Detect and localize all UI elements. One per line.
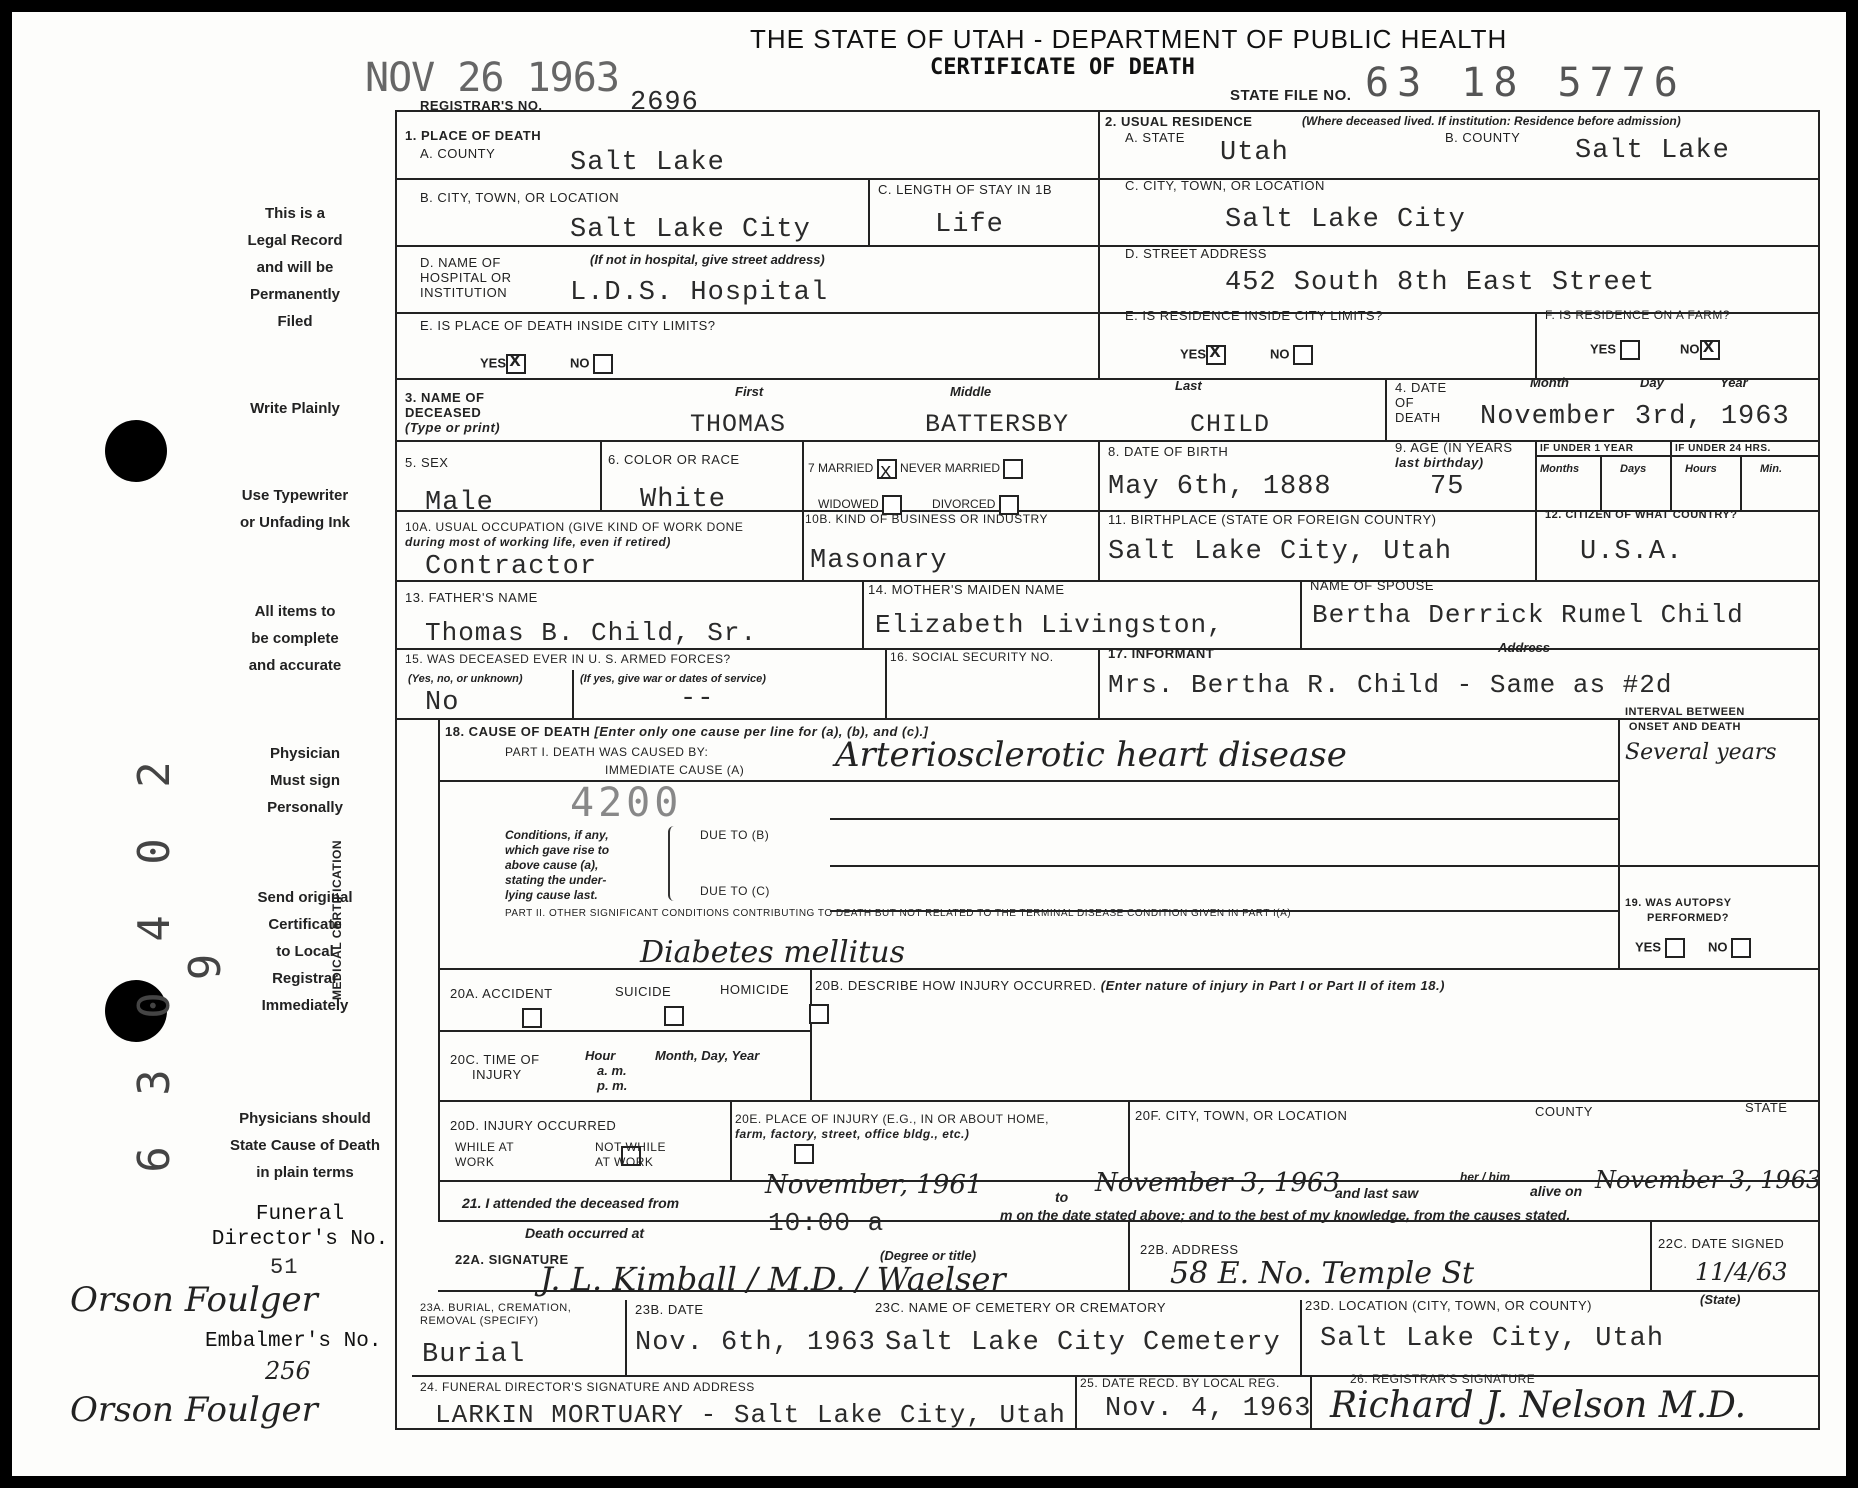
- cause-of-death-label: 18. CAUSE OF DEATH [Enter only one cause per line for (a), (b), and (c).]: [445, 724, 929, 739]
- date-signed-label: 22C. DATE SIGNED: [1658, 1236, 1785, 1251]
- res-city-label: C. CITY, TOWN, OR LOCATION: [1125, 178, 1325, 193]
- date-of-death-label: 4. DATE OF DEATH: [1395, 380, 1447, 425]
- min-label: Min.: [1760, 463, 1782, 475]
- birthplace-label: 11. BIRTHPLACE (STATE OR FOREIGN COUNTRY): [1108, 512, 1437, 527]
- registrars-no-label: REGISTRAR'S NO.: [420, 98, 543, 113]
- checkbox-married[interactable]: [877, 459, 897, 479]
- attended-to: November 3, 1963: [1095, 1168, 1341, 1198]
- armed-forces-label: 15. WAS DECEASED EVER IN U. S. ARMED FORCES?: [405, 652, 731, 666]
- funeral-directors-no: 51: [270, 1255, 299, 1280]
- date-signed: 11/4/63: [1695, 1258, 1788, 1286]
- funeral-directors-no-label: Funeral Director's No.: [211, 1203, 389, 1251]
- spouse-name: Bertha Derrick Rumel Child: [1312, 600, 1744, 630]
- to-label: to: [1055, 1189, 1069, 1205]
- part2-label: PART II. OTHER SIGNIFICANT CONDITIONS CONTRIBUTING TO DEATH BUT NOT RELATED TO THE TERMINAL DISEASE CONDITION GIVEN IN PART I(A): [505, 908, 1292, 919]
- business-label: 10B. KIND OF BUSINESS OR INDUSTRY: [805, 512, 1048, 526]
- checkbox[interactable]: [1293, 345, 1313, 365]
- sex-label: 5. SEX: [405, 455, 449, 470]
- year-label: Year: [1720, 375, 1748, 390]
- checkbox[interactable]: [506, 354, 526, 374]
- months-label: Months: [1540, 463, 1580, 475]
- immediate-cause-label: IMMEDIATE CAUSE (A): [605, 763, 745, 777]
- accident-checkbox[interactable]: [522, 1008, 542, 1028]
- hour-label: Hour a. m. p. m.: [585, 1048, 628, 1093]
- death-time-suffix: m on the date stated above; and to the best of my knowledge, from the causes stated.: [1000, 1207, 1571, 1223]
- injury-state-label: STATE: [1745, 1100, 1788, 1115]
- suicide-checkbox[interactable]: [664, 1006, 684, 1026]
- cemetery: Salt Lake City Cemetery: [885, 1328, 1281, 1358]
- burial-location: Salt Lake City, Utah: [1320, 1324, 1665, 1354]
- length-of-stay: Life: [935, 210, 1004, 240]
- embalmers-no-label: Embalmer's No.: [205, 1330, 382, 1353]
- vertical-reference-number: 6 3 0 4 0 2 9: [129, 749, 231, 1173]
- attended-from: November, 1961: [765, 1170, 983, 1200]
- day-label: Day: [1640, 375, 1664, 390]
- ssn-label: 16. SOCIAL SECURITY NO.: [890, 650, 1054, 664]
- homicide-checkbox[interactable]: [809, 1004, 829, 1024]
- punch-hole-top: [105, 420, 167, 482]
- res-city: Salt Lake City: [1225, 205, 1466, 235]
- registrar-signature: Richard J. Nelson M.D.: [1330, 1385, 1747, 1426]
- res-county: Salt Lake: [1575, 136, 1730, 166]
- sidebar-physicians-should-note: Physicians should State Cause of Death in plain terms: [229, 1110, 381, 1181]
- res-county-label: B. COUNTY: [1445, 130, 1521, 145]
- res-street: 452 South 8th East Street: [1225, 268, 1656, 298]
- mother-name: Elizabeth Livingston,: [875, 610, 1224, 640]
- month-day-year-label: Month, Day, Year: [655, 1048, 760, 1063]
- signature-label: 22A. SIGNATURE: [455, 1252, 569, 1267]
- citizen-label: 12. CITIZEN OF WHAT COUNTRY?: [1545, 509, 1738, 521]
- checkbox[interactable]: [1620, 340, 1640, 360]
- first-label: First: [735, 384, 764, 399]
- death-county: Salt Lake: [570, 148, 725, 178]
- not-while-at-work-label: NOT WHILE AT WORK: [595, 1140, 666, 1169]
- checkbox[interactable]: [1665, 938, 1685, 958]
- hospital-name: L.D.S. Hospital: [570, 278, 829, 308]
- middle-name: BATTERSBY: [925, 410, 1070, 439]
- cause-code: 4200: [570, 780, 683, 826]
- date-recd-label: 25. DATE RECD. BY LOCAL REG.: [1080, 1376, 1280, 1390]
- medical-certification-side-label: MEDICAL CERTIFICATION: [330, 839, 344, 1000]
- mother-label: 14. MOTHER'S MAIDEN NAME: [868, 582, 1065, 597]
- citizen: U.S.A.: [1580, 537, 1684, 567]
- not-while-at-work-checkbox[interactable]: [794, 1144, 814, 1164]
- state-file-no: 63 18 5776: [1365, 60, 1686, 106]
- father-label: 13. FATHER'S NAME: [405, 590, 538, 605]
- interval-label: INTERVAL BETWEEN ONSET AND DEATH: [1625, 706, 1745, 733]
- last-saw-label: and last saw: [1335, 1185, 1419, 1201]
- res-inside-city-no[interactable]: NO: [1270, 345, 1313, 365]
- state-department-title: THE STATE OF UTAH - DEPARTMENT OF PUBLIC HEALTH: [750, 24, 1508, 54]
- form-left-border: [395, 110, 397, 1430]
- deceased-name-label: 3. NAME OF DECEASED (Type or print): [405, 390, 501, 435]
- race-label: 6. COLOR OR RACE: [608, 452, 740, 467]
- burial-method-label: 23A. BURIAL, CREMATION, REMOVAL (SPECIFY): [420, 1302, 572, 1327]
- dob-label: 8. DATE OF BIRTH: [1108, 444, 1229, 459]
- part1-label: PART I. DEATH WAS CAUSED BY:: [505, 745, 709, 759]
- res-state-label: A. STATE: [1125, 130, 1185, 145]
- injury-city-label: 20F. CITY, TOWN, OR LOCATION: [1135, 1108, 1348, 1123]
- injury-occurred-label: 20D. INJURY OCCURRED: [450, 1118, 617, 1133]
- death-inside-city-label: E. IS PLACE OF DEATH INSIDE CITY LIMITS?: [420, 318, 716, 333]
- hospital-label: D. NAME OF HOSPITAL OR INSTITUTION: [420, 255, 512, 300]
- place-of-injury-label: 20E. PLACE OF INJURY (E.G., IN OR ABOUT HOME, farm, factory, street, office bldg., etc.): [735, 1112, 1049, 1141]
- physician-signature: J. L. Kimball / M.D. / Waelser: [540, 1260, 1006, 1298]
- age: 75: [1430, 472, 1465, 502]
- form-right-border: [1818, 110, 1820, 1430]
- armed-forces: No: [425, 688, 460, 718]
- registrar-signature-label: 26. REGISTRAR'S SIGNATURE: [1350, 1372, 1536, 1386]
- cemetery-label: 23C. NAME OF CEMETERY OR CREMATORY: [875, 1300, 1167, 1315]
- her-him-label: her / him: [1460, 1170, 1511, 1184]
- due-to-b-label: DUE TO (B): [700, 828, 770, 842]
- accident-label: 20A. ACCIDENT: [450, 986, 553, 1001]
- death-city-label: B. CITY, TOWN, OR LOCATION: [420, 190, 620, 205]
- death-inside-city-no[interactable]: NO: [570, 354, 613, 374]
- alive-on-label: alive on: [1530, 1183, 1583, 1199]
- res-farm-label: F. IS RESIDENCE ON A FARM?: [1545, 308, 1731, 322]
- burial-date: Nov. 6th, 1963: [635, 1328, 876, 1358]
- under-24-hrs-label: IF UNDER 24 HRS.: [1675, 443, 1771, 454]
- length-of-stay-label: C. LENGTH OF STAY IN 1B: [878, 182, 1053, 197]
- alive-on-date: November 3, 1963: [1595, 1166, 1822, 1194]
- date-of-death: November 3rd, 1963: [1480, 402, 1790, 432]
- burial-location-label: 23D. LOCATION (CITY, TOWN, OR COUNTY): [1305, 1298, 1592, 1313]
- res-farm-no[interactable]: NOx: [1680, 340, 1720, 360]
- sidebar-write-plainly: Write Plainly: [250, 400, 340, 417]
- place-of-death-label: 1. PLACE OF DEATH: [405, 128, 542, 143]
- res-inside-city-yes[interactable]: YESx: [1180, 345, 1226, 365]
- armed-service-dates: --: [680, 684, 715, 714]
- informant-label: 17. INFORMANT: [1108, 646, 1215, 661]
- informant-address-label: Address: [1498, 640, 1551, 655]
- burial-state-label: (State): [1700, 1292, 1741, 1307]
- attended-label: 21. I attended the deceased from: [462, 1195, 680, 1211]
- last-name: CHILD: [1190, 410, 1271, 439]
- checkbox[interactable]: [1206, 345, 1226, 365]
- sidebar-legal-note: This is a Legal Record and will be Permanently Filed: [247, 205, 343, 330]
- sidebar-physician-note: Physician Must sign Personally: [267, 745, 343, 816]
- physician-address-label: 22B. ADDRESS: [1140, 1242, 1239, 1257]
- under-1-year-label: IF UNDER 1 YEAR: [1540, 443, 1634, 454]
- checkbox[interactable]: [593, 354, 613, 374]
- occupation: Contractor: [425, 552, 598, 582]
- sidebar-typewriter-note: Use Typewriter or Unfading Ink: [240, 487, 350, 531]
- birthplace: Salt Lake City, Utah: [1108, 537, 1453, 567]
- first-name: THOMAS: [690, 410, 787, 439]
- residence-label: 2. USUAL RESIDENCE: [1105, 114, 1253, 129]
- checkbox-never-married[interactable]: [1003, 459, 1023, 479]
- informant: Mrs. Bertha R. Child - Same as #2d: [1108, 670, 1673, 700]
- due-to-c-label: DUE TO (C): [700, 884, 770, 898]
- res-inside-city-label: E. IS RESIDENCE INSIDE CITY LIMITS?: [1125, 308, 1383, 323]
- divider-1-2: [1098, 110, 1100, 378]
- death-city: Salt Lake City: [570, 215, 811, 245]
- registrars-no: 2696: [630, 88, 699, 118]
- degree-label: (Degree or title): [880, 1248, 977, 1263]
- embalmer-signature: Orson Foulger: [70, 1390, 318, 1430]
- sidebar-send-note: Send original Certificate to Local Registrar Immediately: [257, 889, 353, 1014]
- immediate-cause: Arteriosclerotic heart disease: [835, 735, 1347, 775]
- autopsy-no[interactable]: NO: [1708, 938, 1751, 958]
- race: White: [640, 485, 727, 515]
- date-of-birth: May 6th, 1888: [1108, 472, 1332, 502]
- armed-sub2: (If yes, give war or dates of service): [580, 673, 766, 685]
- married-status: 7 MARRIED x NEVER MARRIED WIDOWED DIVORCED: [808, 450, 1023, 522]
- certificate-title: CERTIFICATE OF DEATH: [930, 55, 1195, 80]
- form-top-border: [395, 110, 1820, 112]
- checkbox[interactable]: [1700, 340, 1720, 360]
- death-time: 10:00 a: [768, 1208, 885, 1238]
- time-of-injury-label: 20C. TIME OF INJURY: [450, 1052, 540, 1082]
- death-county-label: A. COUNTY: [420, 146, 496, 161]
- res-state: Utah: [1220, 138, 1289, 168]
- embalmers-no: 256: [265, 1357, 311, 1385]
- hospital-note: (If not in hospital, give street address): [590, 252, 825, 267]
- sex: Male: [425, 488, 494, 518]
- residence-note: (Where deceased lived. If institution: Residence before admission): [1302, 114, 1681, 128]
- middle-label: Middle: [950, 384, 992, 399]
- suicide-label: SUICIDE: [615, 984, 672, 999]
- father-name: Thomas B. Child, Sr.: [425, 618, 758, 648]
- death-occurred-label: Death occurred at: [525, 1225, 645, 1241]
- burial-method: Burial: [422, 1340, 526, 1370]
- hours-label: Hours: [1685, 463, 1717, 475]
- conditions-brace: [668, 826, 680, 901]
- last-label: Last: [1175, 378, 1202, 393]
- part2-value: Diabetes mellitus: [640, 935, 905, 970]
- business: Masonary: [810, 546, 948, 576]
- autopsy-yes[interactable]: YES: [1635, 938, 1685, 958]
- res-street-label: D. STREET ADDRESS: [1125, 246, 1267, 261]
- res-farm-yes[interactable]: YES: [1590, 340, 1640, 360]
- received-stamp: NOV 26 1963: [365, 55, 619, 101]
- autopsy-label: 19. WAS AUTOPSY PERFORMED?: [1625, 897, 1732, 924]
- injury-county-label: COUNTY: [1535, 1104, 1593, 1119]
- while-at-work-label: WHILE AT WORK: [455, 1140, 515, 1169]
- armed-sub1: (Yes, no, or unknown): [408, 673, 523, 685]
- days-label: Days: [1620, 463, 1647, 475]
- describe-injury-label: 20B. DESCRIBE HOW INJURY OCCURRED. (Enter nature of injury in Part I or Part II of item 18.): [815, 978, 1445, 993]
- funeral-director-label: 24. FUNERAL DIRECTOR'S SIGNATURE AND ADDRESS: [420, 1380, 755, 1394]
- date-recd: Nov. 4, 1963: [1105, 1394, 1312, 1424]
- homicide-label: HOMICIDE: [720, 982, 789, 997]
- conditions-note: Conditions, if any, which gave rise to above cause (a), stating the under- lying cause last.: [505, 828, 610, 902]
- state-file-label: STATE FILE NO.: [1230, 87, 1352, 104]
- interval-value: Several years: [1625, 740, 1777, 765]
- funeral-director: LARKIN MORTUARY - Salt Lake City, Utah: [435, 1400, 1066, 1430]
- death-inside-city-yes[interactable]: YESx: [480, 354, 526, 374]
- burial-date-label: 23B. DATE: [635, 1302, 704, 1317]
- occupation-label: 10A. USUAL OCCUPATION (GIVE KIND OF WORK DONE during most of working life, even if retired): [405, 520, 744, 549]
- sidebar-complete-note: All items to be complete and accurate: [248, 603, 342, 674]
- checkbox[interactable]: [1731, 938, 1751, 958]
- funeral-director-signature: Orson Foulger: [70, 1280, 318, 1320]
- month-label: Month: [1530, 375, 1569, 390]
- spouse-label: NAME OF SPOUSE: [1310, 578, 1435, 593]
- age-label: 9. AGE (IN YEARS last birthday): [1395, 440, 1513, 470]
- physician-address: 58 E. No. Temple St: [1170, 1256, 1475, 1291]
